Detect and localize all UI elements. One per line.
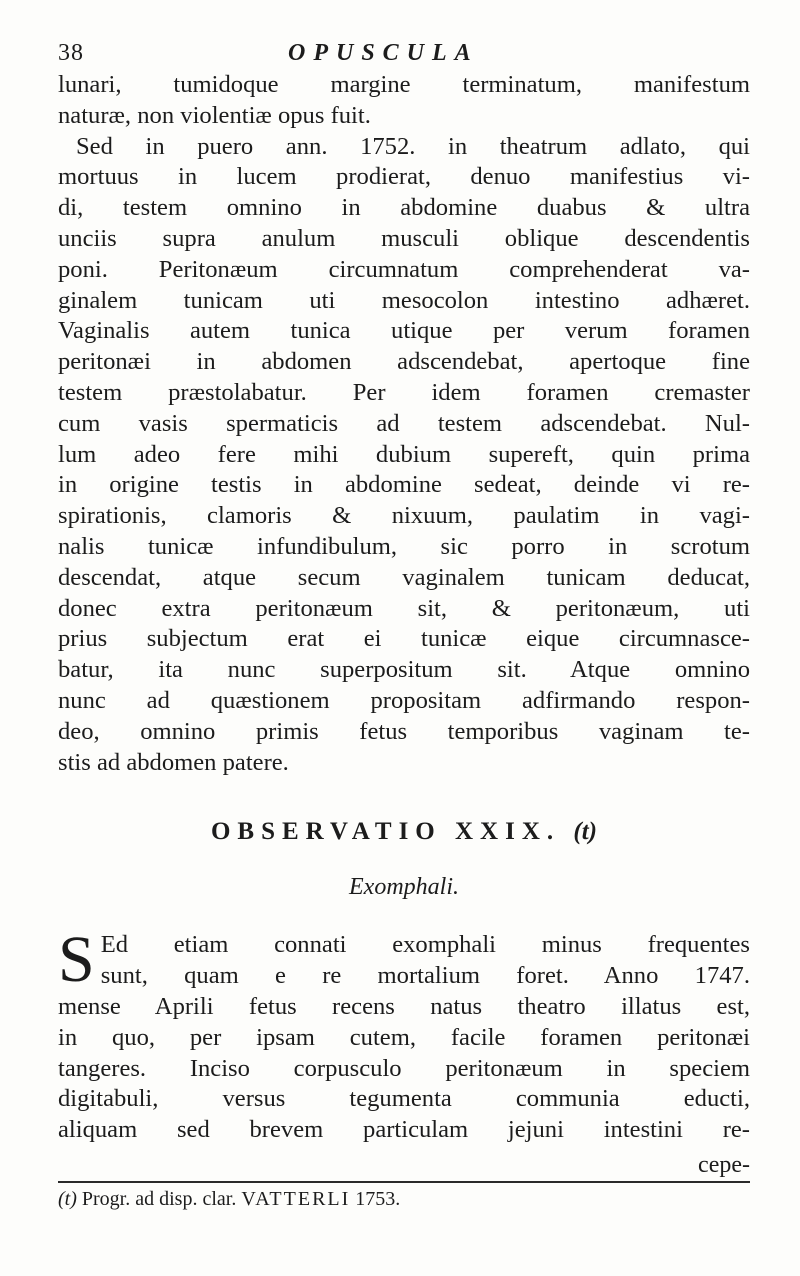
text-line: batur, ita nunc superpositum sit. Atque omnino <box>58 656 750 684</box>
footnote-divider <box>58 1181 750 1183</box>
footnote <box>58 1186 750 1212</box>
footnote-year: 1753. <box>355 1188 401 1210</box>
page-number: 38 <box>58 40 84 66</box>
text-line: donec extra peritonæum sit, & peritonæum, uti <box>58 594 750 622</box>
text-line: testem præstolabatur. Per idem foramen cremaster <box>58 378 750 406</box>
text-line: descendat, atque secum vaginalem tunicam deducat, <box>58 563 750 591</box>
observation-title: OBSERVATIO XXIX. <box>210 818 561 845</box>
text-line: poni. Peritonæum circumnatum comprehenderat va- <box>58 255 750 283</box>
footnote-text: Progr. ad disp. clar. <box>81 1188 237 1210</box>
text-line: peritonæi in abdomen adscendebat, apertoque fine <box>58 348 750 376</box>
text-line: Ed etiam connati exomphali minus frequentes <box>100 931 750 958</box>
text-line: lum adeo fere mihi dubium supereft, quin prima <box>58 440 750 468</box>
text-line: di, testem omnino in abdomine duabus & ultra <box>58 194 750 222</box>
text-line: Sed in puero ann. 1752. in theatrum adlato, qui <box>76 132 750 160</box>
text-line: deo, omnino primis fetus temporibus vaginam te- <box>58 717 750 745</box>
text-line: nunc ad quæstionem propositam adfirmando respon- <box>58 686 750 714</box>
text-line: ginalem tunicam uti mesocolon intestino adhæret. <box>58 286 750 314</box>
text-line: naturæ, non violentiæ opus fuit. <box>58 101 371 129</box>
text-line: in quo, per ipsam cutem, facile foramen peritonæi <box>58 1023 750 1051</box>
text-line: Vaginalis autem tunica utique per verum foramen <box>58 317 750 345</box>
footnote-author: VATTERLI <box>241 1188 351 1210</box>
text-line: cum vasis spermaticis ad testem adscendebat. Nul- <box>58 409 750 437</box>
text-line: mortuus in lucem prodierat, denuo manifestius vi- <box>58 163 750 191</box>
catchword: cepe- <box>698 1152 750 1178</box>
text-line: nalis tunicæ infundibulum, sic porro in scrotum <box>58 532 750 560</box>
text-line: tangeres. Inciso corpusculo peritonæum in speciem <box>58 1054 750 1082</box>
text-line: aliquam sed brevem particulam jejuni intestini re- <box>58 1116 750 1144</box>
observation-heading <box>58 818 750 846</box>
text-line: spirationis, clamoris & nixuum, paulatim in vagi- <box>58 502 750 530</box>
paragraph-observation <box>58 923 750 1146</box>
text-line: mense Aprili fetus recens natus theatro illatus est, <box>58 993 750 1020</box>
page-header <box>58 40 748 74</box>
running-title: OPUSCULA <box>288 40 479 66</box>
paragraph-continuation <box>58 70 750 778</box>
observation-subheading: Exomphali. <box>349 874 459 900</box>
text-line: prius subjectum erat ei tunicæ eique circumnasce- <box>58 625 750 653</box>
text-line: digitabuli, versus tegumenta communia educti, <box>58 1085 750 1113</box>
text-line: stis ad abdomen patere. <box>58 748 289 776</box>
footnote-mark: (t) <box>58 1188 77 1210</box>
text-line: sunt, quam e re mortalium foret. Anno 1747. <box>100 961 750 989</box>
text-line: lunari, tumidoque margine terminatum, manifestum <box>58 71 750 98</box>
drop-cap: S <box>58 923 95 996</box>
text-line: unciis supra anulum musculi oblique descendentis <box>58 224 750 252</box>
footnote-reference: (t) <box>573 818 597 845</box>
text-line: in origine testis in abdomine sedeat, deinde vi re- <box>58 471 750 499</box>
